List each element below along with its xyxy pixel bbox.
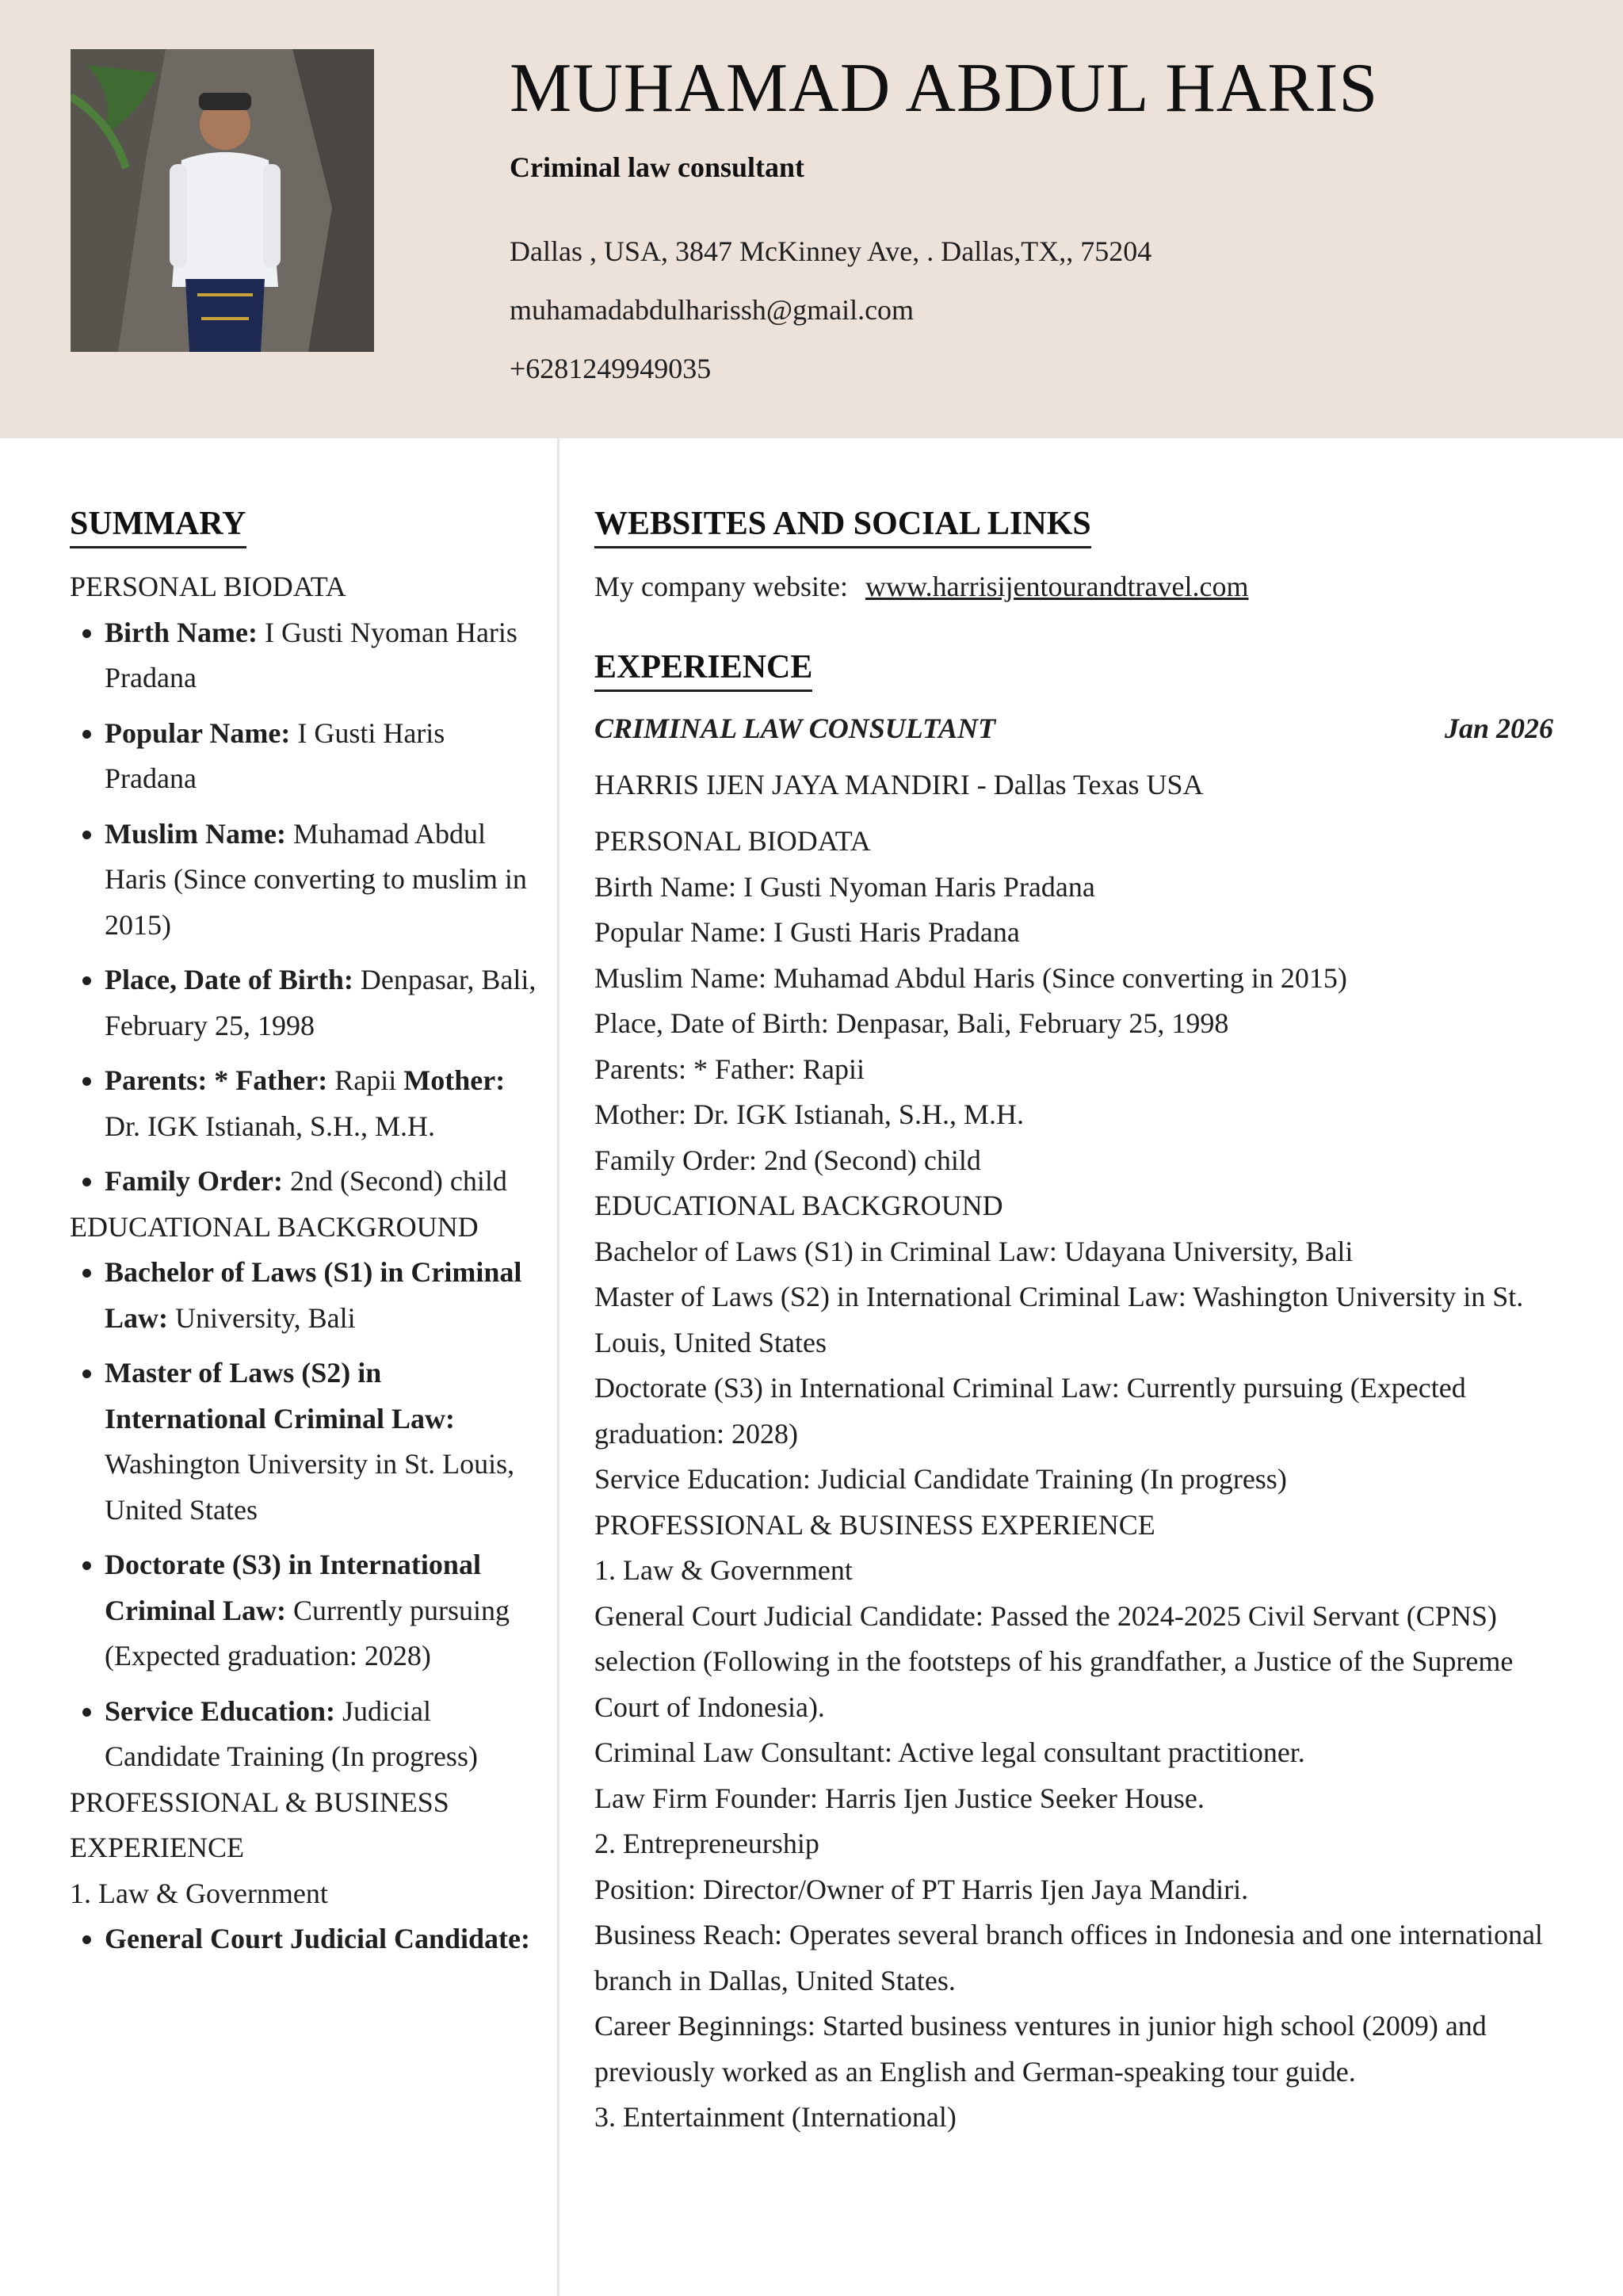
item-label: Bachelor of Laws (S1) in Criminal Law:: [105, 1256, 522, 1334]
website-label: My company website:: [594, 571, 848, 602]
website-row: [594, 564, 1553, 610]
candidate-name: MUHAMAD ABDUL HARIS: [510, 50, 1379, 127]
job-title: CRIMINAL LAW CONSULTANT: [594, 712, 996, 744]
professional-heading: PROFESSIONAL & BUSINESS EXPERIENCE: [70, 1786, 449, 1863]
item-value: 2nd (Second) child: [282, 1165, 507, 1197]
biodata-list: [70, 610, 537, 1205]
list-item: [105, 711, 537, 802]
detail-line: Muslim Name: Muhamad Abdul Haris (Since converting in 2015): [594, 961, 1347, 994]
detail-line: 1. Law & Government: [594, 1554, 853, 1586]
detail-line: Doctorate (S3) in International Criminal Law: Currently pursuing (Expected graduation: 2028): [594, 1372, 1466, 1450]
detail-line: Mother: Dr. IGK Istianah, S.H., M.H.: [594, 1098, 1024, 1130]
item-value: Currently pursuing (Expected graduation: 2028): [105, 1594, 510, 1671]
list-item: [105, 812, 537, 949]
detail-line: Law Firm Founder: Harris Ijen Justice Seeker House.: [594, 1782, 1205, 1814]
list-item: [105, 1058, 537, 1149]
profile-photo-illustration: [71, 49, 374, 352]
item-value: Denpasar, Bali, February 25, 1998: [105, 964, 537, 1041]
detail-line: 3. Entertainment (International): [594, 2101, 957, 2133]
list-item: [105, 1350, 537, 1533]
company-name: HARRIS IJEN JAYA MANDIRI - Dallas Texas USA: [594, 768, 1204, 800]
detail-line: Birth Name: I Gusti Nyoman Haris Pradana: [594, 870, 1095, 903]
item-label: Popular Name:: [105, 716, 291, 749]
experience-details: [594, 819, 1553, 2141]
item-value: University, Bali: [168, 1301, 356, 1334]
law-heading: 1. Law & Government: [70, 1877, 328, 1909]
item-label: Muslim Name:: [105, 817, 286, 850]
item-label: Birth Name:: [105, 616, 258, 648]
main-column: [594, 503, 1553, 2141]
detail-line: Popular Name: I Gusti Haris Pradana: [594, 916, 1020, 948]
resume-header: [0, 0, 1623, 438]
detail-line: Place, Date of Birth: Denpasar, Bali, February 25, 1998: [594, 1007, 1229, 1039]
education-heading: EDUCATIONAL BACKGROUND: [70, 1210, 479, 1243]
job-header: [594, 706, 1553, 751]
detail-line: PROFESSIONAL & BUSINESS EXPERIENCE: [594, 1508, 1155, 1541]
summary-heading: SUMMARY: [70, 503, 246, 548]
item-label: Master of Laws (S2) in International Criminal Law:: [105, 1357, 456, 1435]
item-label: General Court Judicial Candidate:: [105, 1923, 530, 1954]
education-list: [70, 1250, 537, 1780]
detail-line: Service Education: Judicial Candidate Training (In progress): [594, 1463, 1287, 1495]
detail-line: Bachelor of Laws (S1) in Criminal Law: Udayana University, Bali: [594, 1235, 1354, 1267]
detail-line: Business Reach: Operates several branch offices in Indonesia and one international branch in Dallas, United States.: [594, 1919, 1543, 1996]
candidate-title: Criminal law consultant: [510, 151, 805, 183]
item-value-2: Dr. IGK Istianah, S.H., M.H.: [105, 1110, 435, 1142]
list-item: [105, 1689, 537, 1780]
company-website-link[interactable]: www.harrisijentourandtravel.com: [865, 571, 1249, 602]
item-value: I Gusti Haris Pradana: [105, 716, 445, 794]
summary-column: [70, 503, 537, 1972]
detail-line: Family Order: 2nd (Second) child: [594, 1144, 981, 1176]
list-item: [105, 1159, 537, 1205]
list-item: [105, 1916, 537, 1962]
item-label-2: Mother:: [403, 1064, 506, 1096]
item-label: Place, Date of Birth:: [105, 964, 353, 995]
experience-heading: EXPERIENCE: [594, 647, 812, 692]
biodata-heading: PERSONAL BIODATA: [70, 571, 346, 602]
item-value: Judicial Candidate Training (In progress): [105, 1694, 478, 1772]
column-divider: [557, 438, 559, 2296]
detail-line: EDUCATIONAL BACKGROUND: [594, 1190, 1003, 1221]
list-item: [105, 610, 537, 701]
detail-line: Master of Laws (S2) in International Criminal Law: Washington University in St. Louis, United States: [594, 1281, 1524, 1358]
item-value: Washington University in St. Louis, United States: [105, 1448, 515, 1526]
address-text: Dallas , USA, 3847 McKinney Ave, . Dallas,TX,, 75204: [510, 235, 1152, 267]
item-value: I Gusti Nyoman Haris Pradana: [105, 616, 517, 693]
list-item: [105, 957, 537, 1049]
law-list: [70, 1916, 537, 1962]
item-value: Rapii: [327, 1064, 404, 1096]
job-date: Jan 2026: [1444, 712, 1553, 744]
detail-line: 2. Entrepreneurship: [594, 1828, 819, 1859]
phone-text[interactable]: +6281249949035: [510, 353, 712, 384]
item-label: Parents: * Father:: [105, 1064, 328, 1096]
item-label: Doctorate (S3) in International Criminal Law:: [105, 1549, 481, 1626]
item-value: Muhamad Abdul Haris (Since converting to muslim in 2015): [105, 817, 527, 941]
websites-heading: WEBSITES AND SOCIAL LINKS: [594, 503, 1091, 548]
profile-photo: [71, 49, 374, 352]
item-label: Service Education:: [105, 1694, 335, 1727]
detail-line: Position: Director/Owner of PT Harris Ijen Jaya Mandiri.: [594, 1873, 1249, 1905]
email-text[interactable]: muhamadabdulharissh@gmail.com: [510, 294, 915, 326]
detail-line: Career Beginnings: Started business ventures in junior high school (2009) and previously worked as an English and German-speaking tour guide.: [594, 2010, 1487, 2088]
detail-line: PERSONAL BIODATA: [594, 825, 871, 857]
detail-line: Criminal Law Consultant: Active legal consultant practitioner.: [594, 1736, 1305, 1768]
list-item: [105, 1250, 537, 1341]
detail-line: Parents: * Father: Rapii: [594, 1052, 865, 1085]
list-item: [105, 1542, 537, 1679]
detail-line: General Court Judicial Candidate: Passed the 2024-2025 Civil Servant (CPNS) selection (Following in the footsteps of his grandfather, a Justice of the Supreme Court of Indonesia).: [594, 1599, 1514, 1723]
item-label: Family Order:: [105, 1165, 283, 1197]
